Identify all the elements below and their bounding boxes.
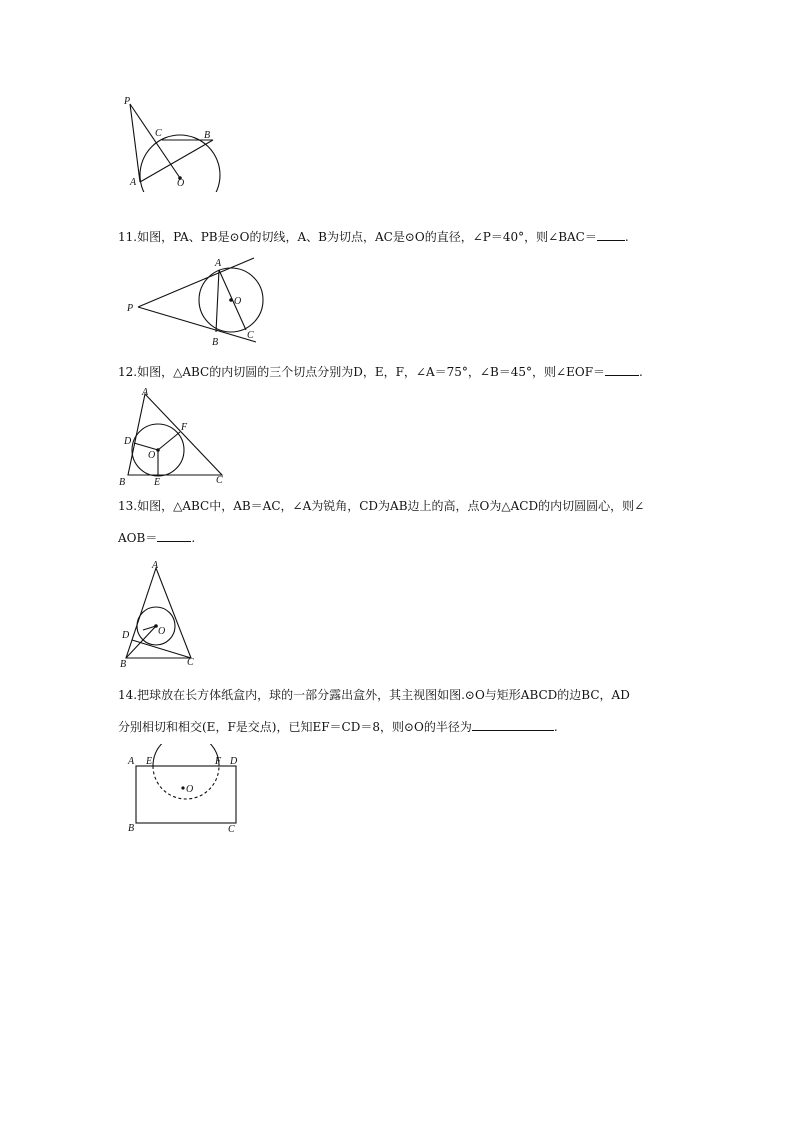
question-14-line2: 分别相切和相交(E，F是交点)，已知EF＝CD＝8，则⊙O的半径为 <box>118 720 472 734</box>
question-14-line1: 14.把球放在长方体纸盒内，球的一部分露出盒外，其主视图如图.⊙O与矩形ABCD的边BC，AD <box>118 688 630 702</box>
figure-isosceles-abc <box>118 558 208 670</box>
label-a: A <box>152 560 159 571</box>
label-b: B <box>120 659 127 670</box>
label-p: P <box>127 303 134 314</box>
question-12-end: . <box>639 365 643 379</box>
question-12 <box>118 364 643 379</box>
label-f: F <box>181 422 188 433</box>
answer-blank-13[interactable] <box>157 530 191 542</box>
question-13 <box>118 499 644 513</box>
label-b: B <box>212 337 219 348</box>
question-11 <box>118 229 629 244</box>
question-13-line2: AOB＝ <box>118 531 158 545</box>
answer-blank-14[interactable] <box>472 719 554 731</box>
question-14-end: . <box>553 720 558 734</box>
label-c: C <box>216 475 223 486</box>
label-f: F <box>215 756 222 767</box>
label-o: O <box>177 178 185 189</box>
label-d: D <box>124 436 132 447</box>
question-13-end: . <box>191 531 196 545</box>
label-c: C <box>247 330 254 341</box>
label-d: D <box>230 756 238 767</box>
label-e: E <box>154 477 161 488</box>
question-13-line1: 13.如图，△ABC中，AB＝AC，∠A为锐角，CD为AB边上的高，点O为△ACD的内切圆圆心，则∠ <box>118 499 645 513</box>
question-11-end: . <box>624 230 629 244</box>
label-b: B <box>204 130 211 141</box>
label-c: C <box>187 657 194 668</box>
label-d: D <box>122 630 130 641</box>
label-p: P <box>124 96 131 107</box>
figure-ball-in-box <box>122 744 246 836</box>
label-a: A <box>128 756 135 767</box>
answer-blank-11[interactable] <box>597 229 625 241</box>
figure-tangents-pa-pb <box>124 252 269 350</box>
label-b: B <box>128 823 135 834</box>
question-11-text: 11.如图，PA、PB是⊙O的切线，A、B为切点，AC是⊙O的直径，∠P＝40°，则∠BAC＝ <box>118 230 597 244</box>
label-o: O <box>186 784 194 795</box>
label-c: C <box>228 824 235 835</box>
label-b: B <box>119 477 126 488</box>
figure-circle-tangent-pc <box>118 92 228 192</box>
label-e: E <box>146 756 153 767</box>
label-a: A <box>142 387 149 398</box>
label-c: C <box>155 128 162 139</box>
label-a: A <box>215 258 222 269</box>
answer-blank-12[interactable] <box>605 364 639 376</box>
label-o: O <box>148 450 156 461</box>
label-o: O <box>234 296 242 307</box>
label-o: O <box>158 626 166 637</box>
question-13-cont <box>118 530 195 545</box>
question-14 <box>118 688 630 702</box>
question-14-cont <box>118 719 558 734</box>
figure-incircle-abc <box>118 386 236 488</box>
label-a: A <box>130 177 137 188</box>
question-12-text: 12.如图，△ABC的内切圆的三个切点分别为D，E，F，∠A＝75°，∠B＝45°，则∠EOF＝ <box>118 365 606 379</box>
